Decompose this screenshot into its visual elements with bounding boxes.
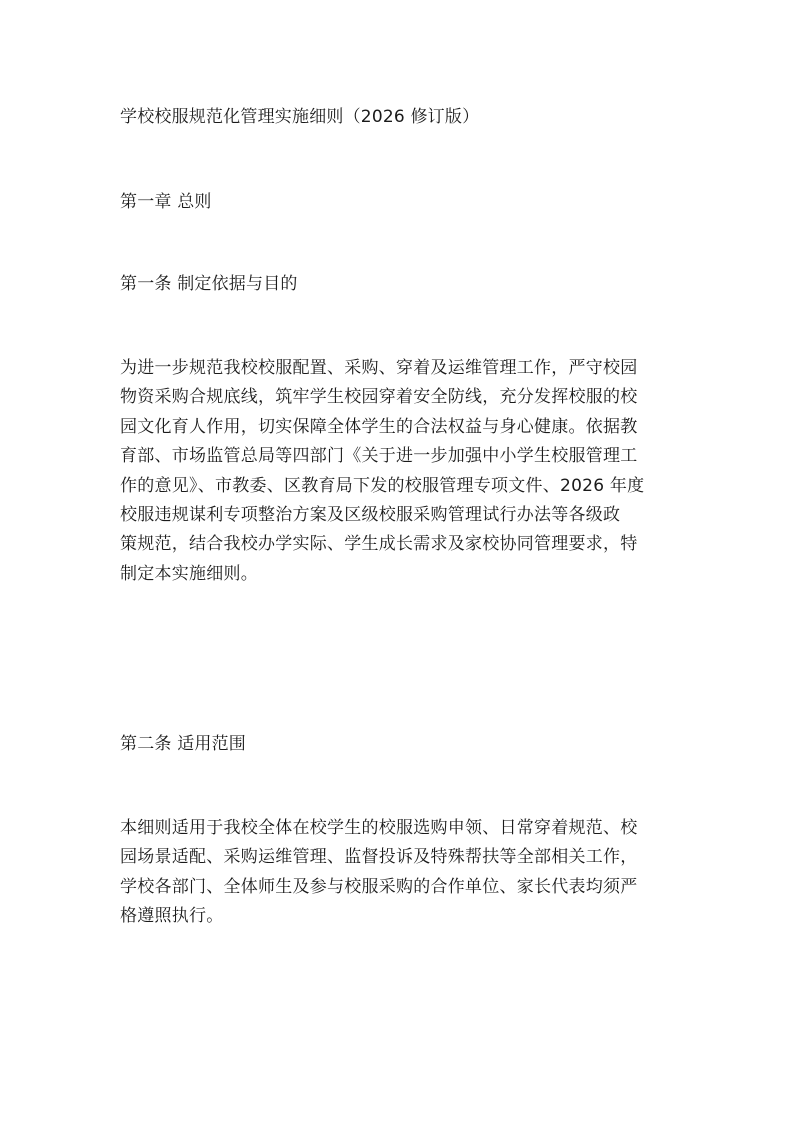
article-2-paragraph [120,814,682,932]
article-1-heading: 第一条 制定依据与目的 [120,274,298,294]
chapter-heading: 第一章 总则 [120,192,212,212]
paragraph-line: 为进一步规范我校校服配置、采购、穿着及运维管理工作，严守校园 [120,358,638,378]
paragraph-line: 格遵照执行。 [120,906,224,927]
paragraph-line: 校服违规谋利专项整治方案及区级校服采购管理试行办法等各级政 [120,505,621,526]
paragraph-line: 策规范，结合我校办学实际、学生成长需求及家校协同管理要求，特 [120,534,638,555]
paragraph-line: 育部、市场监管总局等四部门《关于进一步加强中小学生校服管理工 [120,446,638,467]
paragraph-line: 学校各部门、全体师生及参与校服采购的合作单位、家长代表均须严 [120,876,638,897]
paragraph-line: 作的意见》、市教委、区教育局下发的校服管理专项文件、2026 年度 [120,475,645,496]
article-1-paragraph [120,354,682,589]
paragraph-line: 本细则适用于我校全体在校学生的校服选购申领、日常穿着规范、校 [120,818,638,838]
paragraph-line: 制定本实施细则。 [120,563,258,584]
paragraph-line: 园文化育人作用，切实保障全体学生的合法权益与身心健康。依据教 [120,416,638,437]
paragraph-line: 物资采购合规底线，筑牢学生校园穿着安全防线，充分发挥校服的校 [120,387,638,408]
article-2-heading: 第二条 适用范围 [120,734,247,754]
document-title: 学校校服规范化管理实施细则（2026 修订版） [120,107,480,127]
paragraph-line: 园场景适配、采购运维管理、监督投诉及特殊帮扶等全部相关工作， [120,847,638,868]
